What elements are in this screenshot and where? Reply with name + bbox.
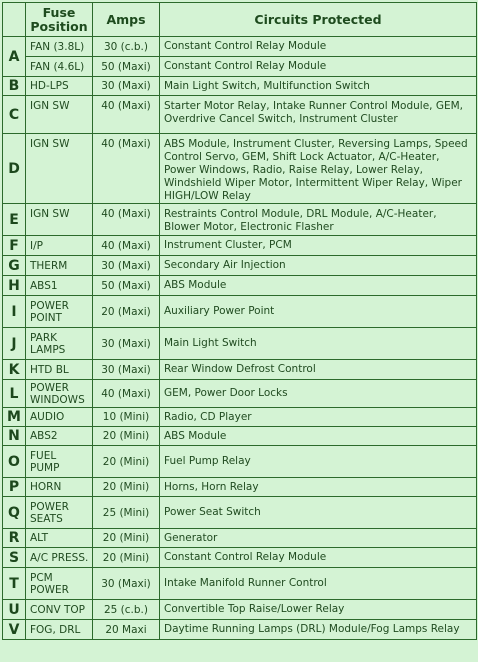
fuse-amps: 20 (Mini)	[93, 548, 160, 568]
circuits-protected: Constant Control Relay Module	[160, 548, 477, 568]
fuse-row	[3, 328, 477, 360]
fuse-position: ABS2	[26, 427, 93, 446]
circuits-protected: Radio, CD Player	[160, 408, 477, 427]
fuse-position: HORN	[26, 478, 93, 497]
circuits-protected: Auxiliary Power Point	[160, 296, 477, 328]
fuse-amps: 20 (Mini)	[93, 427, 160, 446]
circuits-protected: ABS Module, Instrument Cluster, Reversing Lamps, Speed Control Servo, GEM, Shift Lock Actuator, A/C-Heater, Power Windows, Radio, Raise Relay, Lower Relay, Windshield Wiper Motor, Intermittent Wiper Relay, Wiper HIGH/LOW Relay	[160, 134, 477, 204]
fuse-position: IGN SW	[26, 96, 93, 134]
fuse-amps: 30 (Maxi)	[93, 568, 160, 600]
circuits-protected: Main Light Switch	[160, 328, 477, 360]
circuits-protected: Constant Control Relay Module	[160, 37, 477, 57]
circuits-protected: Rear Window Defrost Control	[160, 360, 477, 380]
fuse-position: I/P	[26, 236, 93, 256]
fuse-position-header: Fuse Position	[26, 3, 93, 37]
fuse-letter: G	[3, 256, 26, 276]
header-row	[3, 3, 477, 37]
fuse-letter: U	[3, 600, 26, 620]
fuse-amps: 20 (Mini)	[93, 478, 160, 497]
circuits-protected: Convertible Top Raise/Lower Relay	[160, 600, 477, 620]
circuits-protected: Secondary Air Injection	[160, 256, 477, 276]
fuse-amps: 40 (Maxi)	[93, 236, 160, 256]
fuse-letter: F	[3, 236, 26, 256]
fuse-position: HTD BL	[26, 360, 93, 380]
fuse-row	[3, 478, 477, 497]
fuse-amps: 20 (Mini)	[93, 446, 160, 478]
fuse-amps: 20 Maxi	[93, 620, 160, 640]
fuse-row	[3, 134, 477, 204]
circuits-protected: Fuel Pump Relay	[160, 446, 477, 478]
circuits-protected: ABS Module	[160, 427, 477, 446]
fuse-letter: B	[3, 77, 26, 96]
fuse-position: IGN SW	[26, 204, 93, 236]
fuse-row	[3, 427, 477, 446]
fuse-row	[3, 37, 477, 57]
fuse-letter: T	[3, 568, 26, 600]
fuse-letter: R	[3, 529, 26, 548]
fuse-letter: O	[3, 446, 26, 478]
circuits-protected: GEM, Power Door Locks	[160, 380, 477, 408]
fuse-row	[3, 296, 477, 328]
fuse-amps: 30 (Maxi)	[93, 256, 160, 276]
fuse-amps: 30 (c.b.)	[93, 37, 160, 57]
fuse-amps: 10 (Mini)	[93, 408, 160, 427]
fuse-amps: 40 (Maxi)	[93, 204, 160, 236]
circuits-protected: Starter Motor Relay, Intake Runner Control Module, GEM, Overdrive Cancel Switch, Instrument Cluster	[160, 96, 477, 134]
fuse-row	[3, 446, 477, 478]
fuse-row	[3, 620, 477, 640]
fuse-letter: A	[3, 37, 26, 77]
fuse-position: A/C PRESS.	[26, 548, 93, 568]
fuse-letter: D	[3, 134, 26, 204]
fuse-row	[3, 380, 477, 408]
fuse-letter: H	[3, 276, 26, 296]
fuse-letter: M	[3, 408, 26, 427]
fuse-row	[3, 600, 477, 620]
fuse-position: PCM POWER	[26, 568, 93, 600]
fuse-letter: P	[3, 478, 26, 497]
fuse-letter: L	[3, 380, 26, 408]
fuse-row	[3, 204, 477, 236]
fuse-position: FAN (4.6L)	[26, 57, 93, 77]
fuse-position: CONV TOP	[26, 600, 93, 620]
fuse-position: ABS1	[26, 276, 93, 296]
fuse-letter: E	[3, 204, 26, 236]
fuse-letter: J	[3, 328, 26, 360]
fuse-amps: 20 (Mini)	[93, 529, 160, 548]
fuse-amps: 40 (Maxi)	[93, 96, 160, 134]
circuits-protected: Power Seat Switch	[160, 497, 477, 529]
circuits-protected: Generator	[160, 529, 477, 548]
circuits-protected: Restraints Control Module, DRL Module, A/C-Heater, Blower Motor, Electronic Flasher	[160, 204, 477, 236]
fuse-letter: K	[3, 360, 26, 380]
fuse-amps: 30 (Maxi)	[93, 77, 160, 96]
fuse-position: POWER WINDOWS	[26, 380, 93, 408]
fuse-amps: 40 (Maxi)	[93, 134, 160, 204]
fuse-position: FAN (3.8L)	[26, 37, 93, 57]
fuse-letter: C	[3, 96, 26, 134]
fuse-amps: 25 (Mini)	[93, 497, 160, 529]
fuse-position: HD-LPS	[26, 77, 93, 96]
fuse-position: FOG, DRL	[26, 620, 93, 640]
fuse-row	[3, 96, 477, 134]
circuits-protected: Instrument Cluster, PCM	[160, 236, 477, 256]
fuse-letter: S	[3, 548, 26, 568]
fuse-row	[3, 256, 477, 276]
fuse-position: ALT	[26, 529, 93, 548]
circuits-protected: ABS Module	[160, 276, 477, 296]
fuse-position: THERM	[26, 256, 93, 276]
circuits-protected: Intake Manifold Runner Control	[160, 568, 477, 600]
fuse-letter: N	[3, 427, 26, 446]
fuse-table	[2, 2, 477, 640]
fuse-row	[3, 360, 477, 380]
fuse-row	[3, 548, 477, 568]
circuits-protected: Horns, Horn Relay	[160, 478, 477, 497]
fuse-position: PARK LAMPS	[26, 328, 93, 360]
fuse-amps: 25 (c.b.)	[93, 600, 160, 620]
fuse-position: POWER POINT	[26, 296, 93, 328]
fuse-amps: 20 (Maxi)	[93, 296, 160, 328]
fuse-amps: 30 (Maxi)	[93, 328, 160, 360]
circuits-protected: Constant Control Relay Module	[160, 57, 477, 77]
fuse-position: POWER SEATS	[26, 497, 93, 529]
fuse-amps: 30 (Maxi)	[93, 360, 160, 380]
circuits-protected: Daytime Running Lamps (DRL) Module/Fog Lamps Relay	[160, 620, 477, 640]
fuse-letter: V	[3, 620, 26, 640]
fuse-position: FUEL PUMP	[26, 446, 93, 478]
fuse-position: AUDIO	[26, 408, 93, 427]
fuse-row	[3, 57, 477, 77]
fuse-row	[3, 529, 477, 548]
fuse-row	[3, 276, 477, 296]
fuse-letter: Q	[3, 497, 26, 529]
fuse-row	[3, 408, 477, 427]
fuse-row	[3, 77, 477, 96]
fuse-rows	[3, 37, 477, 640]
fuse-row	[3, 497, 477, 529]
amps-header: Amps	[93, 3, 160, 37]
fuse-letter: I	[3, 296, 26, 328]
letter-header	[3, 3, 26, 37]
fuse-row	[3, 568, 477, 600]
fuse-position: IGN SW	[26, 134, 93, 204]
fuse-amps: 50 (Maxi)	[93, 57, 160, 77]
fuse-row	[3, 236, 477, 256]
fuse-amps: 50 (Maxi)	[93, 276, 160, 296]
circuits-protected-header: Circuits Protected	[160, 3, 477, 37]
circuits-protected: Main Light Switch, Multifunction Switch	[160, 77, 477, 96]
fuse-amps: 40 (Maxi)	[93, 380, 160, 408]
